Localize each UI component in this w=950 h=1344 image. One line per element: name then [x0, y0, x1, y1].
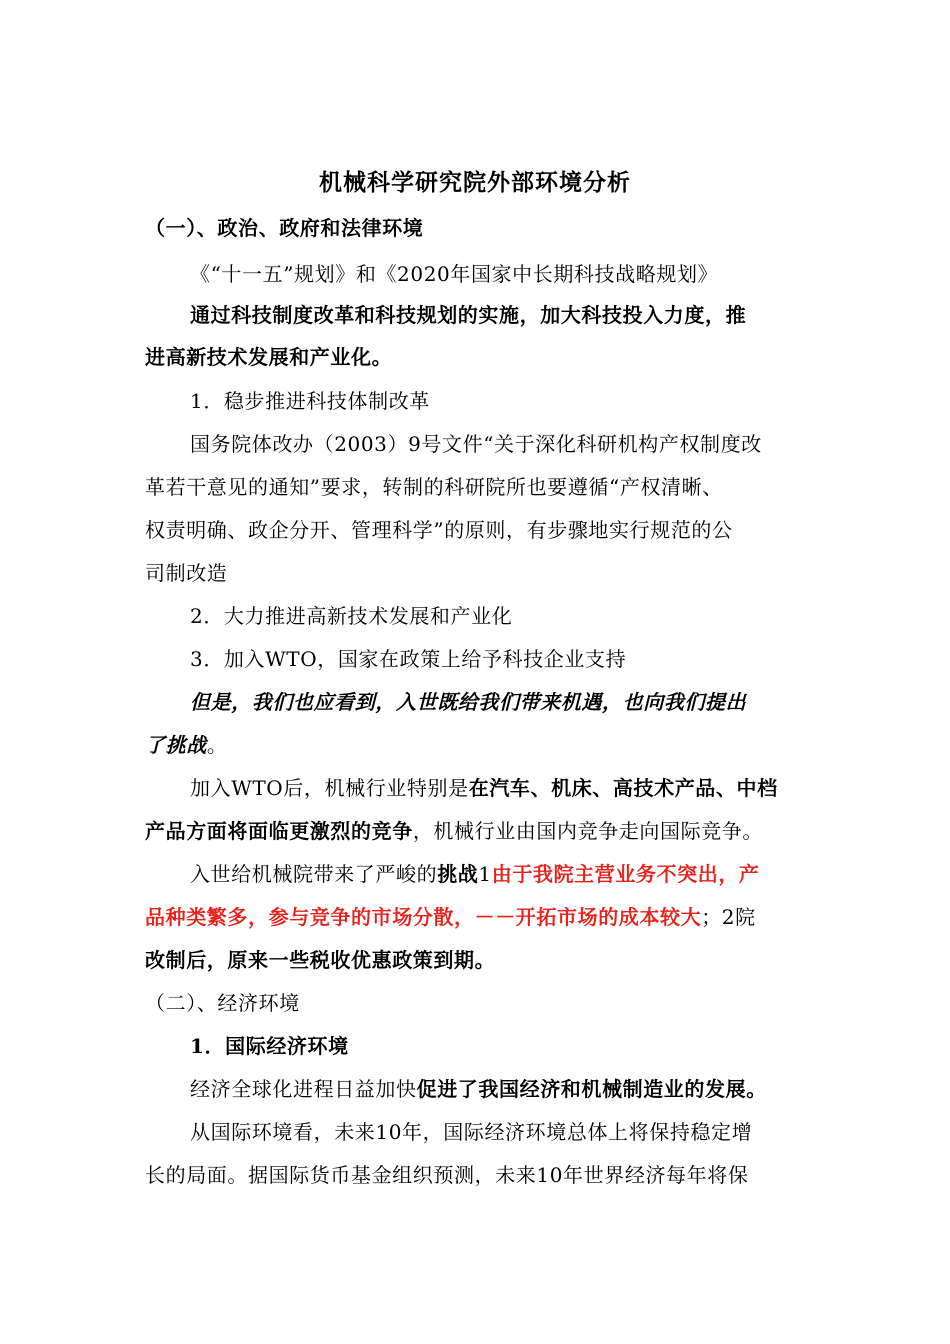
item-1-body-line-3: 权责明确、政企分开、管理科学”的原则，有步骤地实行规范的公: [145, 518, 733, 542]
item-1-body-line-2: 革若干意见的通知”要求，转制的科研院所也要遵循“产权清晰、: [145, 475, 723, 499]
section-heading-1: （一）、政治、政府和法律环境: [145, 216, 424, 240]
challenge-note-line-2: [145, 730, 815, 760]
challenge-note-line-1: 但是，我们也应看到，入世既给我们带来机遇，也向我们提出: [190, 690, 747, 714]
challenges-line-1: [190, 859, 815, 889]
challenge-note-period: 。: [206, 733, 228, 757]
wto-text-bold: 在汽车、机床、高技术产品、中档: [468, 776, 778, 800]
globalization-normal: 经济全球化进程日益加快: [190, 1077, 417, 1101]
intl-env-line-1: 从国际环境看，未来10年，国际经济环境总体上将保持稳定增: [190, 1120, 753, 1144]
summary-line-2: 进高新技术发展和产业化。: [145, 345, 393, 369]
item-3-heading: 3．加入WTO，国家在政策上给予科技企业支持: [190, 647, 627, 671]
section-heading-2: （二）、经济环境: [145, 991, 300, 1015]
item-2-heading: 2．大力推进高新技术发展和产业化: [190, 604, 513, 628]
wto-text-normal-2: ，机械行业由国内竞争走向国际竞争。: [412, 819, 764, 843]
wto-paragraph-line-2: [145, 816, 815, 846]
challenges-line-3: 改制后，原来一些税收优惠政策到期。: [145, 948, 496, 972]
wto-text-bold-2: 产品方面将面临更激烈的竞争: [145, 819, 413, 843]
challenges-number-2: ；2院: [701, 905, 756, 929]
challenges-red-text-1: 由于我院主营业务不突出，产: [491, 862, 760, 886]
document-title: 机械科学研究院外部环境分析: [319, 169, 631, 196]
policy-reference: 《“十一五”规划》和《2020年国家中长期科技战略规划》: [190, 262, 719, 286]
item-1-heading: 1．稳步推进科技体制改革: [190, 389, 430, 413]
item-1-body-line-4: 司制改造: [145, 561, 228, 585]
wto-paragraph-line-1: [190, 773, 815, 803]
intl-env-line-2: 长的局面。据国际货币基金组织预测，未来10年世界经济每年将保: [145, 1163, 749, 1187]
challenges-red-text-2: 品种类繁多，参与竞争的市场分散，－－开拓市场的成本较大: [145, 905, 702, 929]
summary-line-1: 通过科技制度改革和科技规划的实施，加大科技投入力度，推: [190, 303, 747, 327]
item-1-body-line-1: 国务院体改办（2003）9号文件“关于深化科研机构产权制度改: [190, 432, 762, 456]
challenge-note-italic: 了挑战: [145, 733, 207, 757]
globalization-bold: 促进了我国经济和机械制造业的发展。: [416, 1077, 767, 1101]
challenges-number-1: 1: [478, 862, 492, 886]
challenges-intro: 入世给机械院带来了严峻的: [190, 862, 438, 886]
globalization-line: [190, 1074, 815, 1104]
intl-econ-heading: 1．国际经济环境: [190, 1034, 349, 1058]
challenges-line-2: [145, 902, 815, 932]
wto-text-normal: 加入WTO后，机械行业特别是: [190, 776, 469, 800]
challenges-word: 挑战: [437, 862, 479, 886]
